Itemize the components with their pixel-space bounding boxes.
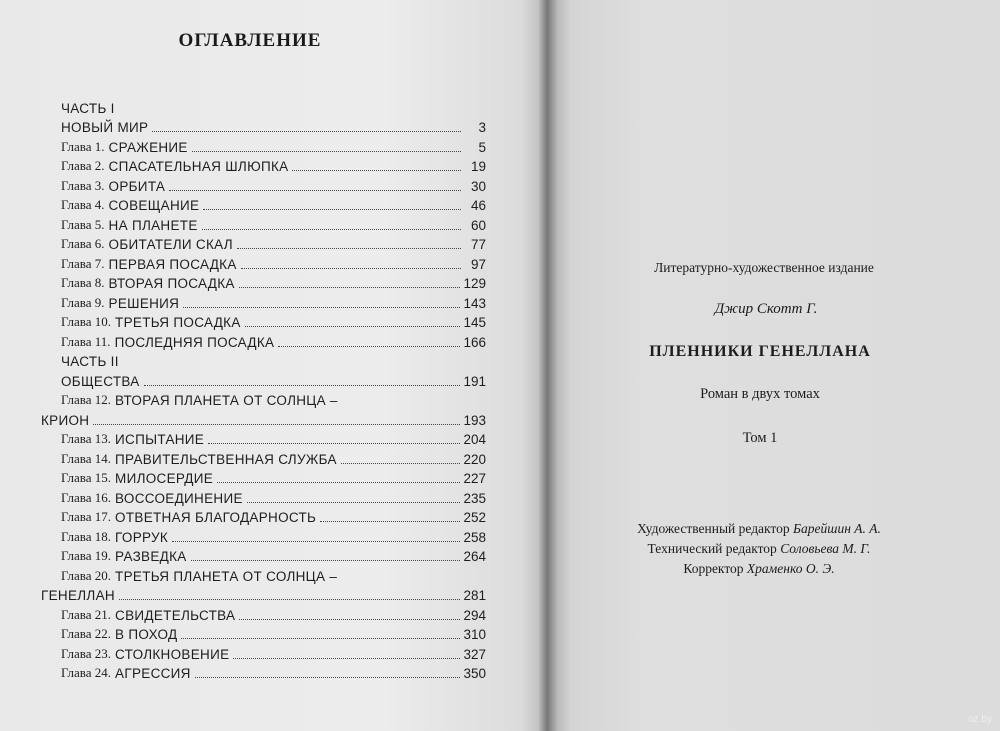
chapter-number: Глава 16. <box>61 489 112 505</box>
dot-leader <box>192 150 461 152</box>
toc-entry-title: МИЛОСЕРДИЕ <box>115 471 214 486</box>
page-number: 204 <box>463 432 486 447</box>
toc-entry-title: ГОРРУК <box>115 529 169 545</box>
credit-role: Художественный редактор <box>637 521 790 536</box>
toc-entry-title: НА ПЛАНЕТЕ <box>108 217 198 233</box>
dot-leader <box>237 247 461 249</box>
author-name: Джир Скотт Г. <box>714 301 818 317</box>
dot-leader <box>195 676 461 678</box>
chapter-number: Глава 13. <box>61 431 112 446</box>
page-number: 235 <box>463 490 486 506</box>
toc-row <box>61 174 486 194</box>
credit-role: Технический редактор <box>647 541 777 556</box>
chapter-number: Глава 21. <box>61 606 112 622</box>
chapter-number: Глава 19. <box>61 548 112 563</box>
toc-entry-title: ГЕНЕЛЛАН <box>41 588 115 603</box>
dot-leader <box>181 637 460 639</box>
toc-row <box>61 428 486 448</box>
chapter-number: Глава 10. <box>61 314 112 329</box>
page-number: 220 <box>463 451 486 467</box>
dot-leader <box>217 481 460 483</box>
toc-title: ОГЛАВЛЕНИЕ <box>178 30 322 51</box>
page-number: 77 <box>470 237 486 252</box>
book-gutter <box>538 0 558 731</box>
chapter-number: Глава 14. <box>61 450 112 466</box>
toc-entry-title: СОВЕЩАНИЕ <box>108 198 200 213</box>
toc-row <box>61 642 486 662</box>
toc-row <box>61 194 486 214</box>
toc-row <box>61 447 486 467</box>
dot-leader <box>208 442 460 444</box>
toc-entry-title: ОРБИТА <box>108 178 166 194</box>
toc-row <box>61 291 486 311</box>
toc-row <box>61 330 486 350</box>
toc-entry-title: РАЗВЕДКА <box>115 549 187 564</box>
dot-leader <box>203 208 461 210</box>
dot-leader <box>292 169 461 171</box>
volume-label: Том 1 <box>742 430 778 446</box>
chapter-number: Глава 12. <box>61 392 112 407</box>
page-number: 193 <box>463 412 486 428</box>
dot-leader <box>172 540 460 542</box>
book-subtitle: Роман в двух томах <box>700 386 820 402</box>
dot-leader <box>144 384 461 386</box>
toc-entry-title: ЧАСТЬ II <box>61 354 119 369</box>
page-number: 19 <box>470 159 486 174</box>
toc-entry-title: СТОЛКНОВЕНИЕ <box>115 646 230 662</box>
toc-entry-title: ПРАВИТЕЛЬСТВЕННАЯ СЛУЖБА <box>115 451 337 467</box>
toc-row <box>41 584 486 604</box>
toc-row <box>61 350 486 370</box>
chapter-number: Глава 6. <box>61 236 105 251</box>
chapter-number: Глава 5. <box>61 216 105 232</box>
page-number: 3 <box>478 120 486 135</box>
chapter-number: Глава 11. <box>61 333 111 349</box>
credit-name: Храменко О. Э. <box>746 561 835 576</box>
chapter-number: Глава 2. <box>61 158 105 173</box>
chapter-number: Глава 17. <box>61 509 112 524</box>
dot-leader <box>239 618 460 620</box>
page-number: 350 <box>463 666 486 681</box>
bleed-through-text <box>688 0 1000 731</box>
chapter-number: Глава 3. <box>61 177 105 193</box>
toc-row <box>61 662 486 682</box>
toc-row <box>61 272 486 292</box>
toc-row <box>61 252 486 272</box>
credits-list <box>548 521 1000 581</box>
page-number: 97 <box>470 256 486 272</box>
page-number: 60 <box>470 217 486 233</box>
toc-entry-title: ПОСЛЕДНЯЯ ПОСАДКА <box>114 334 275 350</box>
dot-leader <box>233 657 460 659</box>
toc-row <box>61 96 486 116</box>
toc-entry-title: АГРЕССИЯ <box>115 666 191 681</box>
dot-leader <box>183 306 460 308</box>
toc-entry-title: ОТВЕТНАЯ БЛАГОДАРНОСТЬ <box>115 510 317 525</box>
chapter-number: Глава 18. <box>61 528 112 544</box>
toc-row <box>61 311 486 331</box>
chapter-number: Глава 7. <box>61 255 105 271</box>
dot-leader <box>152 130 461 132</box>
page-number: 166 <box>463 334 486 350</box>
toc-row <box>61 506 486 526</box>
dot-leader <box>341 462 461 464</box>
page-number: 264 <box>463 549 486 564</box>
dot-leader <box>278 345 460 347</box>
dot-leader <box>202 228 461 230</box>
page-number: 252 <box>463 510 486 525</box>
toc-entry-title: РЕШЕНИЯ <box>108 295 180 311</box>
dot-leader <box>239 286 461 288</box>
toc-entry-title: ВТОРАЯ ПЛАНЕТА ОТ СОЛНЦА – <box>115 393 338 408</box>
toc-row <box>61 389 486 409</box>
toc-row <box>61 545 486 565</box>
right-page <box>548 0 1000 731</box>
chapter-number: Глава 23. <box>61 645 112 661</box>
edition-type: Литературно-художественное издание <box>654 260 874 275</box>
chapter-number: Глава 4. <box>61 197 105 212</box>
toc-row <box>61 116 486 136</box>
chapter-number: Глава 15. <box>61 470 112 485</box>
toc-row <box>61 155 486 175</box>
page-number: 258 <box>463 529 486 545</box>
toc-entry-title: ПЕРВАЯ ПОСАДКА <box>108 256 237 272</box>
toc-row <box>61 467 486 487</box>
page-number: 129 <box>463 276 486 291</box>
toc-entry-title: ИСПЫТАНИЕ <box>115 432 205 447</box>
toc-entry-title: ВОССОЕДИНЕНИЕ <box>115 490 243 506</box>
toc-row <box>61 525 486 545</box>
credit-name: Барейшин А. А. <box>793 521 881 536</box>
toc-entry-title: СПАСАТЕЛЬНАЯ ШЛЮПКА <box>108 159 289 174</box>
toc-row <box>61 603 486 623</box>
page-number: 5 <box>478 139 486 155</box>
toc-row <box>61 486 486 506</box>
page-number: 191 <box>463 373 486 389</box>
toc-entry-title: ОБЩЕСТВА <box>61 373 140 389</box>
toc-entry-title: ТРЕТЬЯ ПОСАДКА <box>115 315 241 330</box>
dot-leader <box>93 423 460 425</box>
toc-row <box>61 213 486 233</box>
page-number: 310 <box>463 627 486 642</box>
chapter-number: Глава 20. <box>61 567 112 583</box>
dot-leader <box>241 267 461 269</box>
chapter-number: Глава 1. <box>61 138 105 154</box>
toc-entry-title: СВИДЕТЕЛЬСТВА <box>115 607 236 623</box>
dot-leader <box>169 189 461 191</box>
toc-entry-title: ОБИТАТЕЛИ СКАЛ <box>108 237 233 252</box>
page-number: 30 <box>470 178 486 194</box>
page-number: 143 <box>463 295 486 311</box>
toc-entry-title: В ПОХОД <box>115 627 178 642</box>
credit-line <box>548 561 1000 581</box>
toc-entry-title: КРИОН <box>41 412 90 428</box>
toc-row <box>61 564 486 584</box>
book-title: ПЛЕННИКИ ГЕНЕЛЛАНА <box>649 343 871 360</box>
toc-list <box>41 96 486 681</box>
toc-entry-title: НОВЫЙ МИР <box>61 120 149 135</box>
toc-row <box>61 623 486 643</box>
page-number: 145 <box>463 315 486 330</box>
page-number: 327 <box>463 646 486 662</box>
chapter-number: Глава 24. <box>61 665 112 680</box>
dot-leader <box>245 325 461 327</box>
credit-line <box>548 521 1000 541</box>
chapter-number: Глава 8. <box>61 275 105 290</box>
toc-entry-title: СРАЖЕНИЕ <box>108 139 188 155</box>
credit-role: Корректор <box>683 561 744 576</box>
page-number: 227 <box>463 471 486 486</box>
toc-row <box>61 135 486 155</box>
toc-row <box>41 408 486 428</box>
toc-row <box>61 369 486 389</box>
dot-leader <box>247 501 461 503</box>
watermark: oz.by <box>968 714 992 725</box>
toc-entry-title: ЧАСТЬ I <box>61 100 115 116</box>
chapter-number: Глава 22. <box>61 626 112 641</box>
chapter-number: Глава 9. <box>61 294 105 310</box>
page-number: 46 <box>470 198 486 213</box>
dot-leader <box>119 598 461 600</box>
page-number: 281 <box>463 588 486 603</box>
page-number: 294 <box>463 607 486 623</box>
toc-entry-title: ВТОРАЯ ПОСАДКА <box>108 276 235 291</box>
credit-line <box>548 541 1000 561</box>
toc-row <box>61 233 486 253</box>
dot-leader <box>320 520 460 522</box>
dot-leader <box>191 559 461 561</box>
credit-name: Соловьева М. Г. <box>780 541 871 556</box>
toc-entry-title: ТРЕТЬЯ ПЛАНЕТА ОТ СОЛНЦА – <box>115 568 338 584</box>
